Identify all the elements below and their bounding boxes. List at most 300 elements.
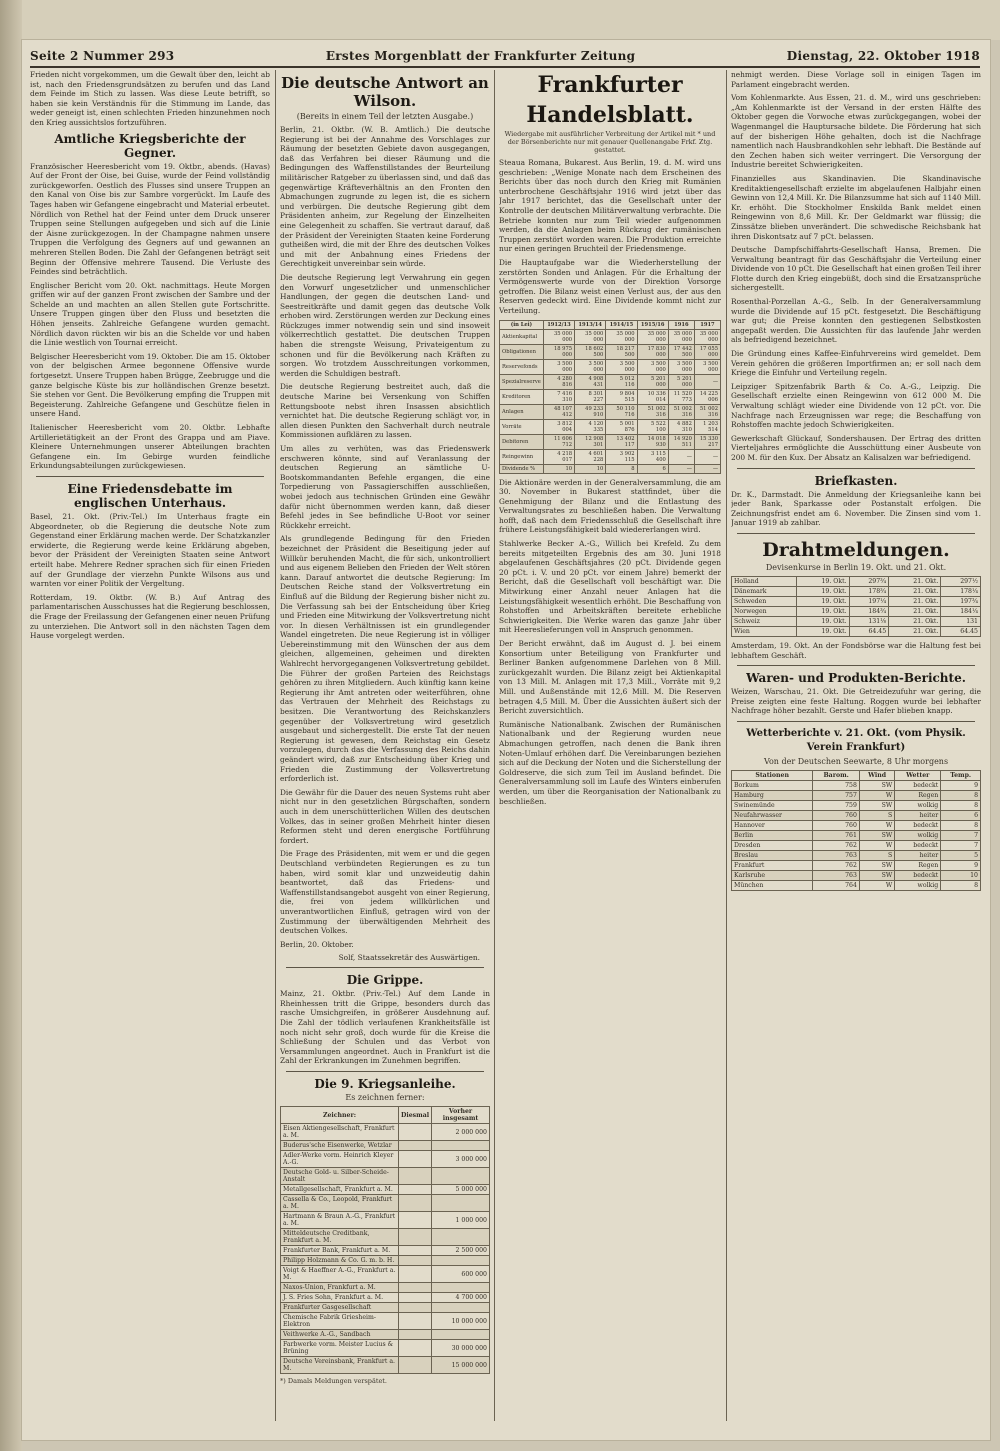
- table-header-cell: Vorher insgesamt: [432, 1107, 490, 1124]
- table-row: [500, 344, 721, 359]
- table-cell: 21. Okt.: [889, 586, 941, 596]
- table-row: [281, 1330, 490, 1340]
- table-cell: 10: [575, 464, 606, 473]
- article-text: Als grundlegende Bedingung für den Frieden bezeichnet der Präsident die Beseitigung jeder auf Willkür beruhenden Macht, die für sich, unkontrolliert und aus eigenem Belieben den Frieden der Welt stören kann. Darauf antwortet die deutsche Regierung: Im Deutschen Reiche stand der Volksvertretung ein Einfluß auf die Bildung der Regierung bisher nicht zu. Die Verfassung sah bei der Entscheidung über Krieg und Frieden eine Mitwirkung der Volksvertretung nicht vor. In diesen Verhältnissen ist ein grundlegender Wandel eingetreten. Die neue Regierung ist in völliger Uebereinstimmung mit den Wünschen der aus dem gleichen, allgemeinen, geheimen und direkten Wahlrecht hervorgegangenen Volksvertretung gebildet. Die Führer der großen Parteien des Reichstags gehören zu ihren Mitgliedern. Auch künftig kann keine Regierung ihr Amt antreten oder weiterführen, ohne das Vertrauen der Mehrheit des Reichstags zu besitzen. Die Verantwortung des Reichskanzlers gegenüber der Volksvertretung wird gesetzlich ausgebaut und sichergestellt. Die erste Tat der neuen Regierung ist gewesen, dem Reichstag ein Gesetz vorzulegen, durch das die Verfassung des Reichs dahin geändert wird, daß zur Entscheidung über Krieg und Frieden die Zustimmung der Volksvertretung erforderlich ist.: [280, 534, 490, 784]
- table-cell: 8: [606, 464, 637, 473]
- table-cell: 6: [941, 810, 981, 820]
- table-cell: wolkig: [895, 830, 941, 840]
- table-row: [281, 1246, 490, 1256]
- table-cell: 8: [941, 790, 981, 800]
- table-cell: 3 902 115: [606, 449, 637, 464]
- table-cell: Schweiz: [732, 616, 797, 626]
- table-cell: Hannover: [732, 820, 813, 830]
- table-cell: 51 002 316: [694, 404, 720, 419]
- article-text: Rotterdam, 19. Oktbr. (W. B.) Auf Antrag des parlamentarischen Ausschusses hat die Regierung beschlossen, die Frage der Freilassung der Gefangenen einer neuen Prüfung zu unterziehen. Die Antwort soll in den nächsten Tagen dem Hause vorgelegt werden.: [30, 592, 270, 641]
- table-cell: wolkig: [895, 880, 941, 890]
- table-cell: 3 500 000: [637, 359, 668, 374]
- article-text: Die Hauptaufgabe war die Wiederherstellung der zerstörten Sonden und Anlagen. Für die Erhaltung der Vermögenswerte wurde von der Direktion Vorsorge getroffen. Die Bilanz weist einen Verlust aus, der aus den Reserven gedeckt wird. Eine Dividende kommt nicht zur Verteilung.: [499, 257, 721, 315]
- table-cell: 762: [813, 840, 860, 850]
- table-cell: Cassella & Co., Leopold, Frankfurt a. M.: [281, 1195, 399, 1212]
- table-cell: 4 218 017: [543, 449, 574, 464]
- table-cell: 3 500 000: [575, 359, 606, 374]
- table-cell: Veithwerke A.-G., Sandbach: [281, 1330, 399, 1340]
- table-row: [732, 830, 981, 840]
- table-row: [281, 1229, 490, 1246]
- table-cell: 184¾: [849, 606, 889, 616]
- table-cell: 19. Okt.: [797, 576, 849, 586]
- table-cell: 763: [813, 870, 860, 880]
- table-cell: SW: [859, 800, 894, 810]
- table-cell: W: [859, 880, 894, 890]
- table-row: [500, 464, 721, 473]
- table-cell: 3 500 000: [543, 359, 574, 374]
- table-cell: Deutsche Gold- u. Silber-Scheide-Anstalt: [281, 1168, 399, 1185]
- table-cell: 19. Okt.: [797, 596, 849, 606]
- section-heading: Drahtmeldungen.: [762, 538, 950, 561]
- table-cell: Hamburg: [732, 790, 813, 800]
- table-cell: 64.45: [849, 626, 889, 636]
- article-text: Vom Kohlenmarkte. Aus Essen, 21. d. M., wird uns geschrieben: „Am Kohlenmarkte ist der Versand in der ersten Hälfte des Oktober gegen die Vorwoche etwas zurückgegangen, wobei der Wagenmangel die Hauptursache bildete. Die Förderung hat sich auf der bisherigen Höhe gehalten, doch ist die Nachfrage namentlich nach Hausbrandkohlen sehr lebhaft. Die Bestände auf den Zechen haben sich weiter verringert. Die Versorgung der Industrie bereitet Schwierigkeiten.: [731, 93, 981, 170]
- table-cell: [432, 1330, 490, 1340]
- table-cell: 14 018 930: [637, 434, 668, 449]
- table-cell: Reservefonds: [500, 359, 544, 374]
- table-row: [732, 616, 981, 626]
- table-cell: 11 520 773: [668, 389, 694, 404]
- table-row: [732, 800, 981, 810]
- table-cell: 4 120 335: [575, 419, 606, 434]
- section-heading: Eine Friedensdebatte im englischen Unterhaus.: [67, 481, 233, 510]
- table-cell: 10 000 000: [432, 1313, 490, 1330]
- article-text: Dr. K., Darmstadt. Die Anmeldung der Kriegsanleihe kann bei jeder Bank, Sparkasse oder Postanstalt erfolgen. Die Zeichnungsfrist endet am 6. November. Die Zinsen sind vom 1. Januar 1919 ab zahlbar.: [731, 489, 981, 528]
- table-cell: 2 000 000: [432, 1124, 490, 1141]
- table-cell: [399, 1212, 432, 1229]
- weather-table: [731, 770, 981, 891]
- table-cell: 5 201 000: [637, 374, 668, 389]
- table-cell: 35 000 000: [668, 329, 694, 344]
- table-cell: 14 225 006: [694, 389, 720, 404]
- newspaper-title: Erstes Morgenblatt der Frankfurter Zeitung: [325, 49, 636, 63]
- table-cell: SW: [859, 830, 894, 840]
- table-cell: 3 115 400: [637, 449, 668, 464]
- table-cell: 21. Okt.: [889, 576, 941, 586]
- divider: [737, 533, 975, 534]
- exchange-rate-table: [731, 576, 981, 637]
- table-cell: 8: [941, 880, 981, 890]
- article-text: Rumänische Nationalbank. Zwischen der Rumänischen Nationalbank und der Regierung wurden neue Abmachungen getroffen, nach denen die Bank ihren Noten-Umlauf erhöhen darf. Die Vereinbarungen beziehen sich auf die Deckung der Noten und die Sicherstellung der Goldreserve, die sich zum Teil im Ausland befindet. Die Generalversammlung soll im Laufe des Winters einberufen werden, um über die Reorganisation der Nationalbank zu beschließen.: [499, 719, 721, 806]
- table-cell: Obligationen: [500, 344, 544, 359]
- table-cell: 48 107 412: [543, 404, 574, 419]
- table-cell: Chemische Fabrik Griesheim-Elektron: [281, 1313, 399, 1330]
- table-cell: 14 920 511: [668, 434, 694, 449]
- table-cell: [399, 1124, 432, 1141]
- table-row: [732, 606, 981, 616]
- divider: [286, 1071, 484, 1072]
- table-row: [281, 1212, 490, 1229]
- table-cell: [432, 1283, 490, 1293]
- column-2: [280, 70, 490, 1421]
- table-cell: 8 301 227: [575, 389, 606, 404]
- table-cell: Frankfurter Gasgesellschaft: [281, 1303, 399, 1313]
- table-header-cell: 1917: [694, 320, 720, 329]
- section-heading: Wetterberichte v. 21. Okt. (vom Physik. Verein Frankfurt): [746, 727, 966, 753]
- table-cell: 757: [813, 790, 860, 800]
- table-row: [732, 626, 981, 636]
- table-cell: [432, 1195, 490, 1212]
- table-cell: Dividende %: [500, 464, 544, 473]
- table-cell: 3 500 000: [668, 359, 694, 374]
- table-cell: —: [694, 464, 720, 473]
- table-cell: [399, 1266, 432, 1283]
- table-cell: [432, 1229, 490, 1246]
- section-masthead: Frankfurter Handelsblatt.: [526, 72, 694, 128]
- table-row: [281, 1124, 490, 1141]
- table-cell: [399, 1293, 432, 1303]
- table-cell: 760: [813, 820, 860, 830]
- table-cell: 1 000 000: [432, 1212, 490, 1229]
- table-cell: 35 000 000: [606, 329, 637, 344]
- table-row: [500, 434, 721, 449]
- table-header-row: [281, 1107, 490, 1124]
- table-cell: Metallgesellschaft, Frankfurt a. M.: [281, 1185, 399, 1195]
- table-cell: 10: [941, 870, 981, 880]
- section-subline: Wiedergabe mit ausführlicher Verbreitung der Artikel mit * und der Börsenberichte nur mit genauer Quellenangabe Frkf. Ztg. gestattet.: [504, 130, 716, 154]
- article-text: nehmigt werden. Diese Vorlage soll in einigen Tagen im Parlament eingebracht werden.: [731, 70, 981, 89]
- table-row: [500, 404, 721, 419]
- table-header-cell: Barom.: [813, 770, 860, 780]
- table-cell: 10 336 014: [637, 389, 668, 404]
- table-cell: 5 001 876: [606, 419, 637, 434]
- table-row: [281, 1357, 490, 1374]
- table-cell: [432, 1141, 490, 1151]
- masthead-rule: [30, 66, 980, 68]
- table-row: [500, 389, 721, 404]
- divider: [737, 721, 975, 722]
- table-cell: Hartmann & Braun A.-G., Frankfurt a. M.: [281, 1212, 399, 1229]
- table-cell: 15 330 217: [694, 434, 720, 449]
- table-cell: 7 416 310: [543, 389, 574, 404]
- article-text: Die Gründung eines Kaffee-Einfuhrvereins wird gemeldet. Dem Verein gehören die größeren Importfirmen an; er soll nach dem Kriege die Einfuhr und Verteilung regeln.: [731, 349, 981, 378]
- table-cell: 13 402 117: [606, 434, 637, 449]
- column-1: [30, 70, 270, 1421]
- table-cell: Berlin: [732, 830, 813, 840]
- table-cell: 4 700 000: [432, 1293, 490, 1303]
- table-cell: 21. Okt.: [889, 596, 941, 606]
- table-cell: bedeckt: [895, 820, 941, 830]
- section-heading: Amtliche Kriegsberichte der Gegner.: [54, 131, 246, 160]
- table-cell: Anlagen: [500, 404, 544, 419]
- table-cell: Buderus'sche Eisenwerke, Wetzlar: [281, 1141, 399, 1151]
- article-text: Die Gewähr für die Dauer des neuen Systems ruht aber nicht nur in den gesetzlichen Bürgschaften, sondern auch in dem unerschütterlichen Willen des deutschen Volkes, das in seiner großen Mehrheit hinter diesen Reformen steht und deren energische Fortführung fordert.: [280, 787, 490, 845]
- table-cell: Holland: [732, 576, 797, 586]
- table-header-cell: Wetter: [895, 770, 941, 780]
- table-cell: 64.45: [941, 626, 981, 636]
- article-text: Belgischer Heeresbericht vom 19. Oktober. Die am 15. Oktober von der belgischen Armee begonnene Offensive wurde fortgesetzt. Unsere Truppen haben Brügge, Zeebrugge und die ganze belgische Küste bis zur holländischen Grenze besetzt. Sie stehen vor Gent. Die Bevölkerung empfing die Truppen mit Begeisterung. Zahlreiche Gefangene und Geschütze fielen in unsere Hand.: [30, 351, 270, 419]
- table-cell: S: [859, 810, 894, 820]
- article-text: Um alles zu verhüten, was das Friedenswerk erschweren könnte, sind auf Veranlassung der deutschen Regierung an sämtliche U-Bootskommandanten Befehle ergangen, die eine Torpedierung von Passagierschiffen ausschließen, wobei jedoch aus technischen Gründen eine Gewähr dafür nicht übernommen werden kann, daß dieser Befehl jedes in See befindliche U-Boot vor seiner Rückkehr erreicht.: [280, 444, 490, 530]
- article-text: Deutsche Dampfschiffahrts-Gesellschaft Hansa, Bremen. Die Verwaltung beantragt für das Geschäftsjahr die Verteilung einer Dividende von 10 pCt. Die Gesellschaft hat einen großen Teil ihrer Flotte durch den Krieg eingebüßt, doch sind die Ersatzansprüche sichergestellt.: [731, 245, 981, 293]
- table-cell: 4 882 310: [668, 419, 694, 434]
- table-cell: 8: [941, 820, 981, 830]
- table-row: [500, 359, 721, 374]
- table-cell: S: [859, 850, 894, 860]
- table-cell: 4 601 228: [575, 449, 606, 464]
- table-header-cell: 1913/14: [575, 320, 606, 329]
- scan-top-margin: [0, 0, 1000, 40]
- table-cell: Vorräte: [500, 419, 544, 434]
- table-cell: [432, 1303, 490, 1313]
- table-cell: Borkum: [732, 780, 813, 790]
- scan-left-edge: [0, 0, 22, 1451]
- table-header-row: [500, 320, 721, 329]
- table-cell: W: [859, 820, 894, 830]
- article-text: Amsterdam, 19. Okt. An der Fondsbörse war die Haltung fest bei lebhaftem Geschäft.: [731, 640, 981, 660]
- table-cell: [399, 1141, 432, 1151]
- table-cell: Eisen Aktiengesellschaft, Frankfurt a. M.: [281, 1124, 399, 1141]
- table-header-cell: 1914/15: [606, 320, 637, 329]
- table-cell: 3 000 000: [432, 1151, 490, 1168]
- table-row: [732, 780, 981, 790]
- table-cell: Dänemark: [732, 586, 797, 596]
- table-cell: SW: [859, 860, 894, 870]
- article-text: Französischer Heeresbericht vom 19. Oktbr., abends. (Havas) Auf der Front der Oise, bei Guise, wurde der Feind vollständig zurückgeworfen. Oestlich des Flusses sind unsere Truppen an den Kanal von Oise bis zur Sambre vorgerückt. Im Laufe des Tages haben wir Gefangene eingebracht und Material erbeutet. Nördlich von Rethel hat der Feind unter dem Druck unserer Truppen seine Stellungen aufgegeben und sich auf die Linie der Aisne zurückgezogen. In der Champagne nahmen unsere Truppen die Verfolgung des Gegners auf und gewannen an mehreren Stellen Boden. Die Zahl der Gefangenen beträgt seit Beginn der Offensive mehrere Tausend. Die Verluste des Feindes sind beträchtlich.: [30, 161, 270, 277]
- article-text: Steaua Romana, Bukarest. Aus Berlin, 19. d. M. wird uns geschrieben: „Wenige Monate nach dem Erscheinen des Berichts über das noch durch den Krieg mit Rumänien unterbrochene Geschäftsjahr 1916 wird jetzt über das Jahr 1917 berichtet, das die Gesellschaft unter der Kontrolle der deutschen Militärverwaltung verbrachte. Die Betriebe konnten nur zum Teil wieder aufgenommen werden, da die Anlagen beim Rückzug der rumänischen Truppen zerstört worden waren. Die Produktion erreichte nur einen geringen Bruchteil der Friedensmenge.: [499, 158, 721, 254]
- table-cell: 3 812 004: [543, 419, 574, 434]
- table-cell: Neufahrwasser: [732, 810, 813, 820]
- table-cell: 49 233 910: [575, 404, 606, 419]
- table-row: [500, 449, 721, 464]
- table-cell: —: [668, 464, 694, 473]
- table-cell: 297¾: [849, 576, 889, 586]
- table-row: [281, 1340, 490, 1357]
- table-header-cell: Diesmal: [399, 1107, 432, 1124]
- table-footnote: *) Damals Meldungen verspätet.: [280, 1377, 387, 1386]
- table-cell: 7: [941, 840, 981, 850]
- table-cell: Breslau: [732, 850, 813, 860]
- section-heading: Die 9. Kriegsanleihe.: [314, 1077, 456, 1092]
- table-cell: heiter: [895, 810, 941, 820]
- table-cell: 51 002 316: [637, 404, 668, 419]
- table-cell: 758: [813, 780, 860, 790]
- table-cell: Schweden: [732, 596, 797, 606]
- table-cell: 131: [941, 616, 981, 626]
- table-cell: bedeckt: [895, 840, 941, 850]
- table-row: [732, 880, 981, 890]
- table-cell: Mitteldeutsche Creditbank, Frankfurt a. M.: [281, 1229, 399, 1246]
- table-cell: 5 012 116: [606, 374, 637, 389]
- table-cell: 19. Okt.: [797, 606, 849, 616]
- table-cell: [399, 1330, 432, 1340]
- table-cell: 19. Okt.: [797, 616, 849, 626]
- article-text: Die deutsche Regierung bestreitet auch, daß die deutsche Marine bei Versenkung von Schiffen Rettungsboote nebst ihren Insassen absichtlich vernichtet hat. Die deutsche Regierung schlägt vor, in allen diesen Punkten den Sachverhalt durch neutrale Kommissionen aufklären zu lassen.: [280, 382, 490, 440]
- table-cell: [399, 1246, 432, 1256]
- table-cell: Deutsche Vereinsbank, Frankfurt a. M.: [281, 1357, 399, 1374]
- article-text: Gewerkschaft Glückauf, Sondershausen. Der Ertrag des dritten Vierteljahres ermöglichte die Ausschüttung einer Ausbeute von 200 M. für den Kux. Der Absatz an Kalisalzen war befriedigend.: [731, 433, 981, 462]
- table-row: [281, 1283, 490, 1293]
- table-caption: Von der Deutschen Seewarte, 8 Uhr morgens: [763, 756, 949, 766]
- balance-table: [499, 320, 721, 474]
- column-divider: [494, 70, 495, 1421]
- page-number: Seite 2 Nummer 293: [30, 49, 175, 63]
- article-text: Mainz, 21. Oktbr. (Priv.-Tel.) Auf dem Lande in Rheinhessen tritt die Grippe, besonders durch das rasche Umsichgreifen, in größerer Ausdehnung auf. Die Zahl der tödlich verlaufenen Krankheitsfälle ist noch nicht sehr groß, doch wurde für die Kreise die Schließung der Schulen und das Verbot von Versammlungen angeordnet. Auch in Frankfurt ist die Zahl der Erkrankungen im Zunehmen begriffen.: [280, 989, 490, 1066]
- table-cell: [399, 1168, 432, 1185]
- table-row: [281, 1141, 490, 1151]
- table-cell: 5 201 000: [668, 374, 694, 389]
- table-cell: 35 000 000: [575, 329, 606, 344]
- table-cell: 21. Okt.: [889, 606, 941, 616]
- table-cell: heiter: [895, 850, 941, 860]
- table-row: [281, 1168, 490, 1185]
- table-row: [500, 329, 721, 344]
- column-4: [731, 70, 981, 1421]
- subscription-table: [280, 1106, 490, 1374]
- article-text: Leipziger Spitzenfabrik Barth & Co. A.-G., Leipzig. Die Gesellschaft erzielte einen Reingewinn von 612 000 M. Die Verwaltung schlägt wieder eine Dividende von 12 pCt. vor. Die Nachfrage nach Erzeugnissen war rege; die Beschaffung von Rohstoffen machte jedoch Schwierigkeiten.: [731, 381, 981, 430]
- table-cell: 3 500 000: [606, 359, 637, 374]
- table-cell: [399, 1357, 432, 1374]
- table-header-cell: 1915/16: [637, 320, 668, 329]
- signature: Solf, Staatssekretär des Auswärtigen.: [338, 953, 480, 963]
- table-cell: 759: [813, 800, 860, 810]
- table-row: [281, 1266, 490, 1283]
- article-text: Die Frage des Präsidenten, mit wem er und die gegen Deutschland verbündeten Regierungen es zu tun haben, wird somit klar und unzweideutig dahin beantwortet, daß das Friedens- und Waffenstillstandsangebot ausgeht von einer Regierung, die, frei von jedem willkürlichen und unverantwortlichen Einfluß, getragen wird von der Zustimmung der überwältigenden Mehrheit des deutschen Volkes.: [280, 849, 490, 936]
- table-cell: 763: [813, 850, 860, 860]
- table-cell: [432, 1256, 490, 1266]
- table-cell: Adler-Werke vorm. Heinrich Kleyer A.-G.: [281, 1151, 399, 1168]
- table-cell: 761: [813, 830, 860, 840]
- table-cell: 762: [813, 860, 860, 870]
- table-cell: Kreditoren: [500, 389, 544, 404]
- table-cell: Naxos-Union, Frankfurt a. M.: [281, 1283, 399, 1293]
- article-text: Englischer Bericht vom 20. Okt. nachmittags. Heute Morgen griffen wir auf der ganzen Front zwischen der Sambre und der Schelde an und machten an allen Stellen gute Fortschritte. Unsere Truppen gingen über den Fluss und besetzten die Höhen jenseits. Zahlreiche Gefangene wurden gemacht. Nördlich davon rückten wir bis an die Schelde vor und haben die Linie westlich von Tournai erreicht.: [30, 280, 270, 348]
- table-row: [732, 576, 981, 586]
- table-cell: 35 000 000: [637, 329, 668, 344]
- table-cell: Karlsruhe: [732, 870, 813, 880]
- table-cell: Norwegen: [732, 606, 797, 616]
- table-cell: 760: [813, 810, 860, 820]
- article-text: Weizen, Warschau, 21. Okt. Die Getreidezufuhr war gering, die Preise zeigten eine feste Haltung. Roggen wurde bei lebhafter Nachfrage höher bezahlt. Gerste und Hafer blieben knapp.: [731, 687, 981, 716]
- table-cell: 17 442 500: [668, 344, 694, 359]
- table-cell: 17 055 000: [694, 344, 720, 359]
- table-cell: 15 000 000: [432, 1357, 490, 1374]
- table-cell: 1 203 514: [694, 419, 720, 434]
- table-row: [732, 850, 981, 860]
- table-header-cell: Temp.: [941, 770, 981, 780]
- table-cell: Aktienkapital: [500, 329, 544, 344]
- table-cell: 131⅛: [849, 616, 889, 626]
- table-cell: 35 000 000: [543, 329, 574, 344]
- table-cell: W: [859, 840, 894, 850]
- table-cell: 19. Okt.: [797, 626, 849, 636]
- table-cell: J. S. Fries Sohn, Frankfurt a. M.: [281, 1293, 399, 1303]
- divider: [286, 967, 484, 968]
- table-cell: 5: [941, 850, 981, 860]
- table-cell: 50 110 716: [606, 404, 637, 419]
- table-cell: Spezialreserve: [500, 374, 544, 389]
- table-cell: W: [859, 790, 894, 800]
- table-header-cell: 1916: [668, 320, 694, 329]
- table-cell: [399, 1340, 432, 1357]
- table-caption: Es zeichnen ferner:: [345, 1093, 425, 1103]
- table-cell: [399, 1195, 432, 1212]
- table-row: [732, 870, 981, 880]
- table-cell: Debitoren: [500, 434, 544, 449]
- table-cell: Voigt & Haeffner A.-G., Frankfurt a. M.: [281, 1266, 399, 1283]
- table-cell: SW: [859, 870, 894, 880]
- table-cell: 178¼: [941, 586, 981, 596]
- table-cell: 8: [941, 800, 981, 810]
- table-cell: 4 908 431: [575, 374, 606, 389]
- table-header-cell: Wind: [859, 770, 894, 780]
- table-cell: 9 804 515: [606, 389, 637, 404]
- section-heading: Waren- und Produkten-Berichte.: [746, 671, 966, 686]
- table-cell: 10: [543, 464, 574, 473]
- table-row: [732, 586, 981, 596]
- table-cell: 17 830 000: [637, 344, 668, 359]
- table-cell: 764: [813, 880, 860, 890]
- table-caption: Devisenkurse in Berlin 19. Okt. und 21. Okt.: [765, 562, 947, 572]
- table-row: [732, 820, 981, 830]
- table-cell: 21. Okt.: [889, 616, 941, 626]
- table-cell: 5 522 100: [637, 419, 668, 434]
- article-text: Die Aktionäre werden in der Generalversammlung, die am 30. November in Bukarest stattfindet, über die Genehmigung der Bilanz und die Entlastung des Verwaltungsrates zu beschließen haben. Die Verwaltung hofft, daß nach dem Friedensschluß die Gesellschaft ihre frühere Leistungsfähigkeit bald wiedererlangen wird.: [499, 477, 721, 535]
- table-cell: Wien: [732, 626, 797, 636]
- table-header-cell: 1912/13: [543, 320, 574, 329]
- table-cell: —: [694, 374, 720, 389]
- table-cell: 19. Okt.: [797, 586, 849, 596]
- table-cell: Reingewinn: [500, 449, 544, 464]
- table-cell: Philipp Holzmann & Co. G. m. b. H.: [281, 1256, 399, 1266]
- table-cell: München: [732, 880, 813, 890]
- article-text: Finanzielles aus Skandinavien. Die Skandinavische Kreditaktiengesellschaft erzielte im abgelaufenen Halbjahr einen Gewinn von 12,4 Mill. Kr. Die Bilanzsumme hat sich auf 1140 Mill. Kr. erhöht. Die Stockholmer Enskilda Bank meldet einen Reingewinn von 8,6 Mill. Kr. Der Geldmarkt war flüssig; die Zinssätze blieben unverändert. Die schwedische Reichsbank hat ihren Diskontsatz auf 7 pCt. belassen.: [731, 173, 981, 241]
- table-header-cell: Zeichner:: [281, 1107, 399, 1124]
- table-row: [500, 419, 721, 434]
- table-cell: Regen: [895, 860, 941, 870]
- table-cell: 21. Okt.: [889, 626, 941, 636]
- issue-date: Dienstag, 22. Oktober 1918: [786, 49, 980, 63]
- table-cell: [399, 1283, 432, 1293]
- table-cell: 5 000 000: [432, 1185, 490, 1195]
- table-cell: 600 000: [432, 1266, 490, 1283]
- table-cell: [399, 1151, 432, 1168]
- table-cell: Regen: [895, 790, 941, 800]
- table-row: [732, 596, 981, 606]
- table-row: [281, 1313, 490, 1330]
- table-cell: bedeckt: [895, 780, 941, 790]
- table-cell: [399, 1303, 432, 1313]
- table-cell: 184¼: [941, 606, 981, 616]
- table-header-row: [732, 770, 981, 780]
- table-row: [732, 810, 981, 820]
- table-row: [732, 790, 981, 800]
- table-cell: 51 002 316: [668, 404, 694, 419]
- table-cell: 35 000 000: [694, 329, 720, 344]
- table-cell: 18 602 500: [575, 344, 606, 359]
- table-cell: 9: [941, 860, 981, 870]
- table-cell: [399, 1313, 432, 1330]
- article-text: Frieden nicht vorgekommen, um die Gewalt über den, leicht ab ist, nach den Friedensgrundsätzen zu berufen und das Land dem Feinde im Stich zu lassen. Was diese Leute betrifft, so haben sie kein Verständnis für die Stimmung im Lande, das weder geneigt ist, einen schlechten Frieden hinzunehmen noch den Krieg aussichtslos fortzuführen.: [30, 70, 270, 127]
- article-text: Der Bericht erwähnt, daß im August d. J. bei einem Konsortium unter Beteiligung von Frankfurter und Berliner Banken aufgenommene Darlehen von 8 Mill. zurückgezahlt wurden. Die Bilanz zeigt bei Aktienkapital von 13 Mill. M. Anlagen mit 17,3 Mill., Vorräte mit 9,2 Mill. und Außenstände mit 12,6 Mill. M. Die Reserven betragen 4,5 Mill. M. Über die Aussichten äußert sich der Bericht zuversichtlich.: [499, 639, 721, 716]
- table-header-cell: (in Lei): [500, 320, 544, 329]
- table-cell: Frankfurt: [732, 860, 813, 870]
- table-cell: [399, 1229, 432, 1246]
- table-row: [281, 1151, 490, 1168]
- article-text: Berlin, 21. Oktbr. (W. B. Amtlich.) Die deutsche Regierung ist bei der Annahme des Vorschlages zur Räumung der besetzten Gebiete davon ausgegangen, daß das Verfahren bei dieser Räumung und die Bedingungen des Waffenstillstandes der Beurteilung militärischer Ratgeber zu überlassen sind, und daß das gegenwärtige Kräfteverhältnis an den Fronten den Abmachungen zugrunde zu legen ist, die es sichern und verbürgen. Die deutsche Regierung gibt dem Präsidenten anheim, zur Regelung der Einzelheiten eine Gelegenheit zu schaffen. Sie vertraut darauf, daß der Präsident der Vereinigten Staaten keine Forderung gutheißen wird, die mit der Ehre des deutschen Volkes und mit der Anbahnung eines Friedens der Gerechtigkeit unvereinbar sein würde.: [280, 125, 490, 269]
- masthead: [30, 48, 980, 64]
- article-text: Rosenthal-Porzellan A.-G., Selb. In der Generalversammlung wurde die Dividende auf 15 pCt. festgesetzt. Die Beschäftigung war gut; die Preise konnten den gestiegenen Selbstkosten angepaßt werden. Die Aussichten für das laufende Jahr werden als befriedigend bezeichnet.: [731, 297, 981, 345]
- column-divider: [275, 70, 276, 1421]
- table-cell: bedeckt: [895, 870, 941, 880]
- dateline: Berlin, 20. Oktober.: [280, 939, 354, 949]
- table-cell: 197¼: [849, 596, 889, 606]
